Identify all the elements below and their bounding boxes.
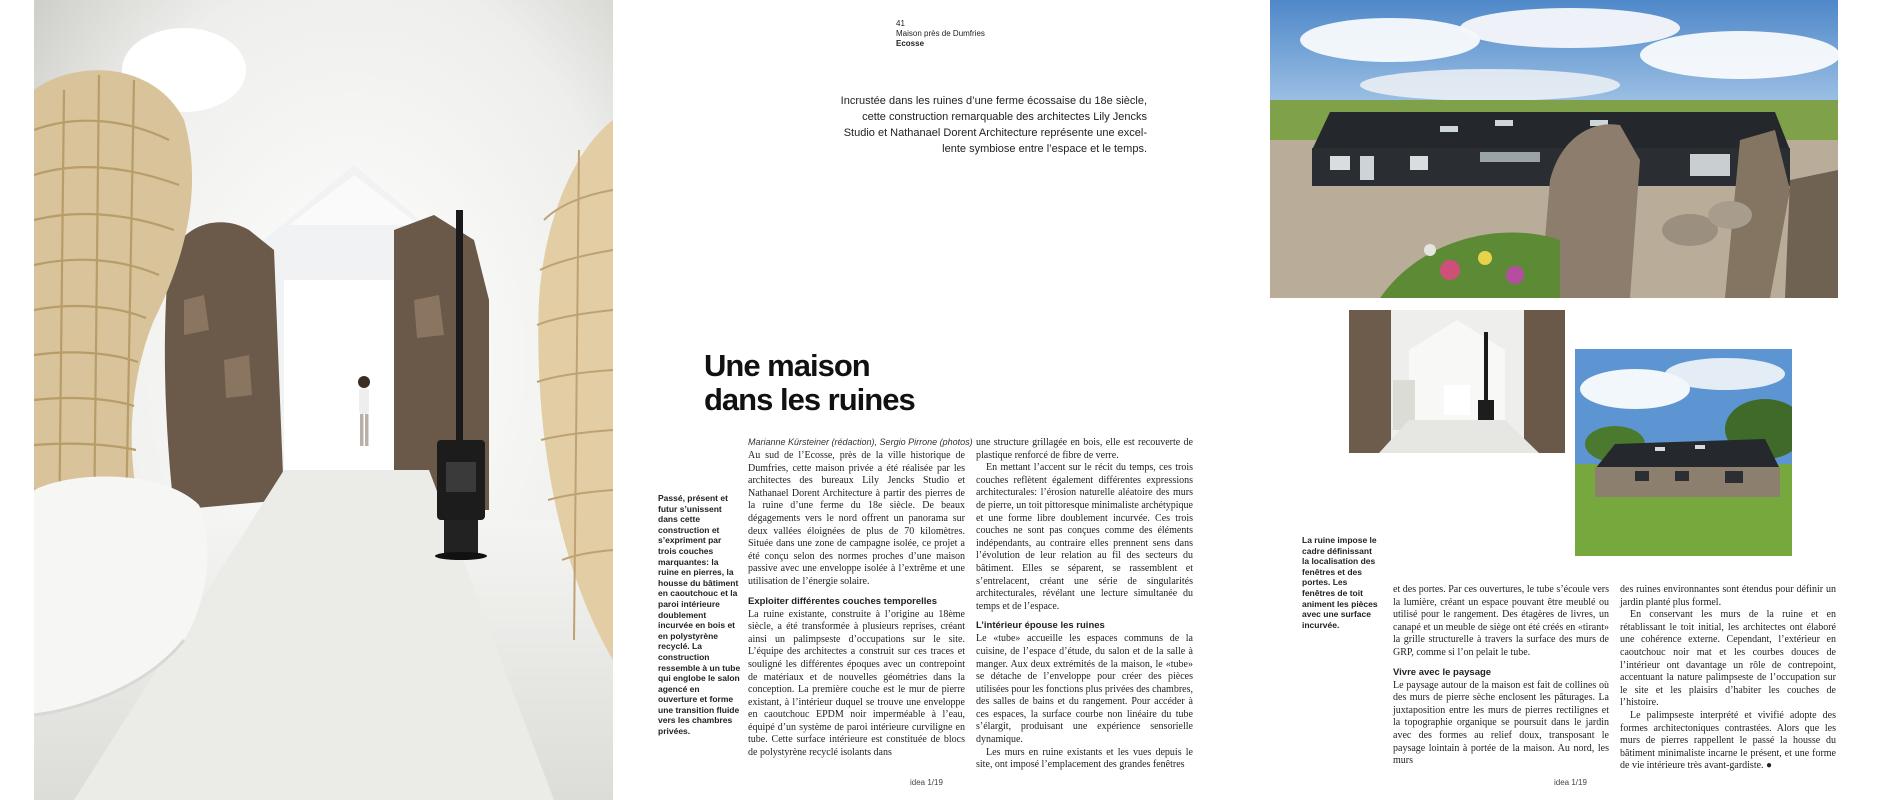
paragraph: La ruine existante, construite à l’origine au 18ème siècle, a été transformée à plusieurs reprises, créant ainsi un palimpseste d’occupations sur le site. L’équipe des architectes a construit sur ces traces et souligné les différentes époques avec un contrepoint de matériaux et de nouvelles géométries dans la conception. La première couche est le mur de pierre existant, à l’intérieur duquel se trouve une enveloppe en caoutchouc EPDM noir imperméable à l’eau, équipé d’un système de paroi intérieure curviligne en tube. Cette surface intérieure est constituée de blocs de polystyrène recyclé isolants dans — [748, 608, 965, 759]
text-column-4 — [1620, 584, 1836, 773]
paragraph: Le «tube» accueille les espaces communs de la cuisine, de l’espace d’étude, du salon et de la salle à manger. Aux deux extrémités de la maison, le «tube» se détache de l’enveloppe pour créer des pièces utilisées pour les fonctions plus privées des chambres, des salles de bains et du rangement. Pour accéder à ces espaces, la surface courbe non linéaire du tube s’élargit, produisant une expérience sensorielle dynamique. — [976, 633, 1193, 746]
intro-line: Studio et Nathanael Dorent Architecture représente une excel- — [843, 127, 1147, 139]
exterior-small-photo — [1575, 349, 1792, 556]
paragraph: des ruines environnantes sont étendus pour définir un jardin planté plus formel. — [1620, 584, 1836, 608]
left-caption: Passé, présent et futur s’unissent dans cette construction et s’expriment par trois couches marquantes: la ruine en pierres, la housse du bâtiment en caoutchouc et la paroi intérieure doublement incurvée en bois et en polystyrène recyclé. La construction ressemble à un tube qui englobe le salon agencé en ouverture et forme une transition fluide vers les chambres privées. — [658, 493, 741, 737]
paragraph: Les murs en ruine existants et les vues depuis le site, ont imposé l’emplacement des grandes fenêtres — [976, 746, 1193, 771]
paragraph: Le palimpseste interprété et vivifié adopte des formes architectoniques contrastées. Alors que les murs de pierres rappellent le passé la housse du bâtiment minimaliste incarne le présent, et une forme de vie intérieure très avant-gardiste. ● — [1620, 709, 1836, 772]
page-number-left: idea 1/19 — [910, 778, 943, 787]
folio-subtitle: Maison près de Dumfries — [896, 29, 985, 38]
subheading: Exploiter différentes couches temporelles — [748, 595, 938, 607]
text-column-1 — [748, 450, 965, 760]
folio — [896, 19, 1096, 49]
article-title — [704, 349, 1064, 417]
interior-small-photo — [1349, 310, 1565, 453]
byline: Marianne Kürsteiner (rédaction), Sergio Pirrone (photos) — [748, 437, 973, 447]
subheading: Vivre avec le paysage — [1393, 666, 1492, 678]
intro-line: Incrustée dans les ruines d’une ferme écossaise du 18e siècle, — [840, 95, 1147, 107]
paragraph: une structure grillagée en bois, elle est recouverte de plastique renforcé de fibre de verre. — [976, 437, 1193, 461]
paragraph: En mettant l’accent sur le récit du temps, ces trois couches reflètent également différentes expressions architecturales: l’érosion naturelle aléatoire des murs de pierre, un toit pittoresque minimaliste archétypique et une forme libre doublement incurvée. Ces trois couches ne sont pas conçues comme des éléments indépendants, au contraire elles prennent sens dans l’évolution de leur relation au fil des secteurs du bâtiment. Elles se séparent, se rassemblent et s’entrelacent, créant une série de singularités architecturales, révélant une lecture simultanée du temps et de l’espace. — [976, 462, 1193, 612]
text-column-3 — [1393, 584, 1609, 768]
right-caption: La ruine impose le cadre définissant la localisation des fenêtres et des portes. Les fenêtres de toit animent les pièces avec une surface incurvée. — [1302, 535, 1378, 630]
title-line: dans les ruines — [704, 382, 915, 417]
paragraph: et des portes. Par ces ouvertures, le tube s’écoule vers la lumière, créant un espace pouvant être meublé ou utilisé pour le rangement. Des étagères de livres, un canapé et un meuble de siège ont été créés en «tirant» la grille structurelle à travers la surface des murs de GRP, comme si l’on pelait le tube. — [1393, 584, 1609, 658]
intro-line: cette construction remarquable des architectes Lily Jencks — [862, 111, 1147, 123]
exterior-photo — [1270, 0, 1838, 298]
folio-country: Ecosse — [896, 39, 925, 48]
intro-line: lente symbiose entre l’espace et le temps. — [942, 143, 1147, 155]
paragraph: En conservant les murs de la ruine et en rétablissant le toit initial, les architectes ont élaboré une cohérence externe. Cependant, l’extérieur en caoutchouc noir mat et les courbes douces de l’intérieur ont davantage un rôle de contrepoint, accentuant la nature palimpseste de l’occupation sur le site et les plaisirs d’habiter les couches de l’histoire. — [1620, 609, 1836, 709]
text-column-2 — [976, 437, 1193, 772]
folio-number: 41 — [896, 19, 905, 28]
page-number-right: idea 1/19 — [1554, 778, 1587, 787]
subheading: L’intérieur épouse les ruines — [976, 620, 1105, 632]
title-line: Une maison — [704, 348, 870, 383]
paragraph: Au sud de l’Ecosse, près de la ville historique de Dumfries, cette maison privée a été réalisée par les architectes des bureaux Lily Jencks Studio et Nathanael Dorent Architecture à partir des pierres de la ruine d’une ferme du 18e siècle. De beaux dégagements vers le nord offrent un panorama sur deux vallées éloignées de plus de 70 kilomètres. Située dans une zone de campagne isolée, ce projet a été conçu selon des normes proches d’une maison passive avec une enveloppe isolée à l’extrême et une utilisation de l’énergie solaire. — [748, 450, 965, 587]
interior-photo — [34, 0, 613, 800]
paragraph: Le paysage autour de la maison est fait de collines où des murs de pierre sèche enclosent les pâturages. La juxtaposition entre les murs de pierres rectilignes et la topographie organique se poursuit dans le jardin avec des formes au relief doux, transposant le paysage lointain à portée de la maison. Au nord, les murs — [1393, 679, 1609, 767]
intro-lead — [760, 93, 1147, 157]
